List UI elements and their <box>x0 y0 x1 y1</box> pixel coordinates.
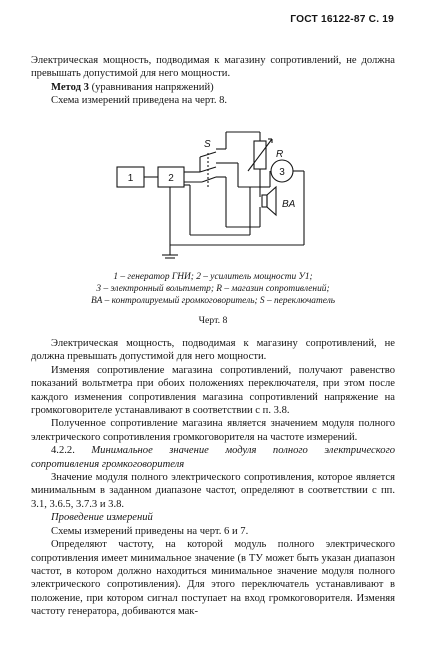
speaker-body <box>262 195 267 207</box>
body-paragraph-5: Схемы измерений приведены на черт. 6 и 7. <box>51 525 249 537</box>
label-ba: BA <box>282 199 296 210</box>
page-header: ГОСТ 16122-87 С. 19 <box>290 14 394 25</box>
scheme-reference: Схема измерений приведена на черт. 8. <box>51 95 228 107</box>
body-paragraph-1: Электрическая мощность, подводимая к магазину сопротивлений, не должна превышать допустимой для него мощности. <box>31 338 395 363</box>
label-1: 1 <box>127 173 134 184</box>
speaker-cone <box>267 187 276 215</box>
method-heading <box>31 81 395 94</box>
label-3: 3 <box>279 167 285 178</box>
legend-line-1: 1 – генератор ГНИ; 2 – усилитель мощности У1; <box>113 272 313 282</box>
legend-line-3: BA – контролируемый громкоговоритель; S – переключатель <box>90 296 336 306</box>
circuit-diagram <box>110 127 320 267</box>
figure-caption: Черт. 8 <box>198 315 228 326</box>
section-title: Минимальное значение модуля полного электрического сопротивления громкоговорителя <box>31 445 395 470</box>
body-block <box>31 337 395 619</box>
body-paragraph-3: Полученное сопротивление магазина является значением модуля полного электрического сопротивления громкоговорителя на частоте измерений. <box>31 418 395 443</box>
method-note: (уравнивания напряжений) <box>88 81 214 93</box>
section-heading <box>31 444 395 471</box>
section-number: 4.2.2. <box>51 445 92 457</box>
body-paragraph-4: Значение модуля полного электрического сопротивления, которое является минимальным в заданном диапазоне частот, определяют в соответствии с пп. 3.1, 3.6.5, 3.7.3 и 3.8. <box>31 472 395 510</box>
intro-block <box>31 54 395 108</box>
legend-line-2: 3 – электронный вольтметр; R – магазин сопротивлений; <box>96 284 330 294</box>
label-s: S <box>204 139 211 150</box>
body-paragraph-6: Определяют частоту, на которой модуль полного электрического сопротивления имеет минимальное значение (в ТУ может быть указан диапазон частот, в котором должно находиться минимальное значение модуля полного электрического сопротивления). Для этого переключатель устанавливают в положение, при котором сигнал поступает на вход громкоговорителя. Изменяя частоту генератора, добиваются мак- <box>31 539 395 618</box>
label-2: 2 <box>168 173 174 184</box>
body-paragraph-2: Изменяя сопротивление магазина сопротивлений, получают равенство показаний вольтметра при обоих положениях переключателя, при этом после каждого изменения сопротивления магазина сопротивлений напряжение на громкоговорителе устанавливают в соответствии с п. 3.8. <box>31 364 395 417</box>
method-title: Метод 3 <box>51 81 89 93</box>
intro-paragraph: Электрическая мощность, подводимая к магазину сопротивлений, не должна превышать допустимой для него мощности. <box>31 55 395 80</box>
subheading: Проведение измерений <box>51 512 153 524</box>
label-r: R <box>276 149 284 160</box>
figure-legend <box>31 271 395 307</box>
